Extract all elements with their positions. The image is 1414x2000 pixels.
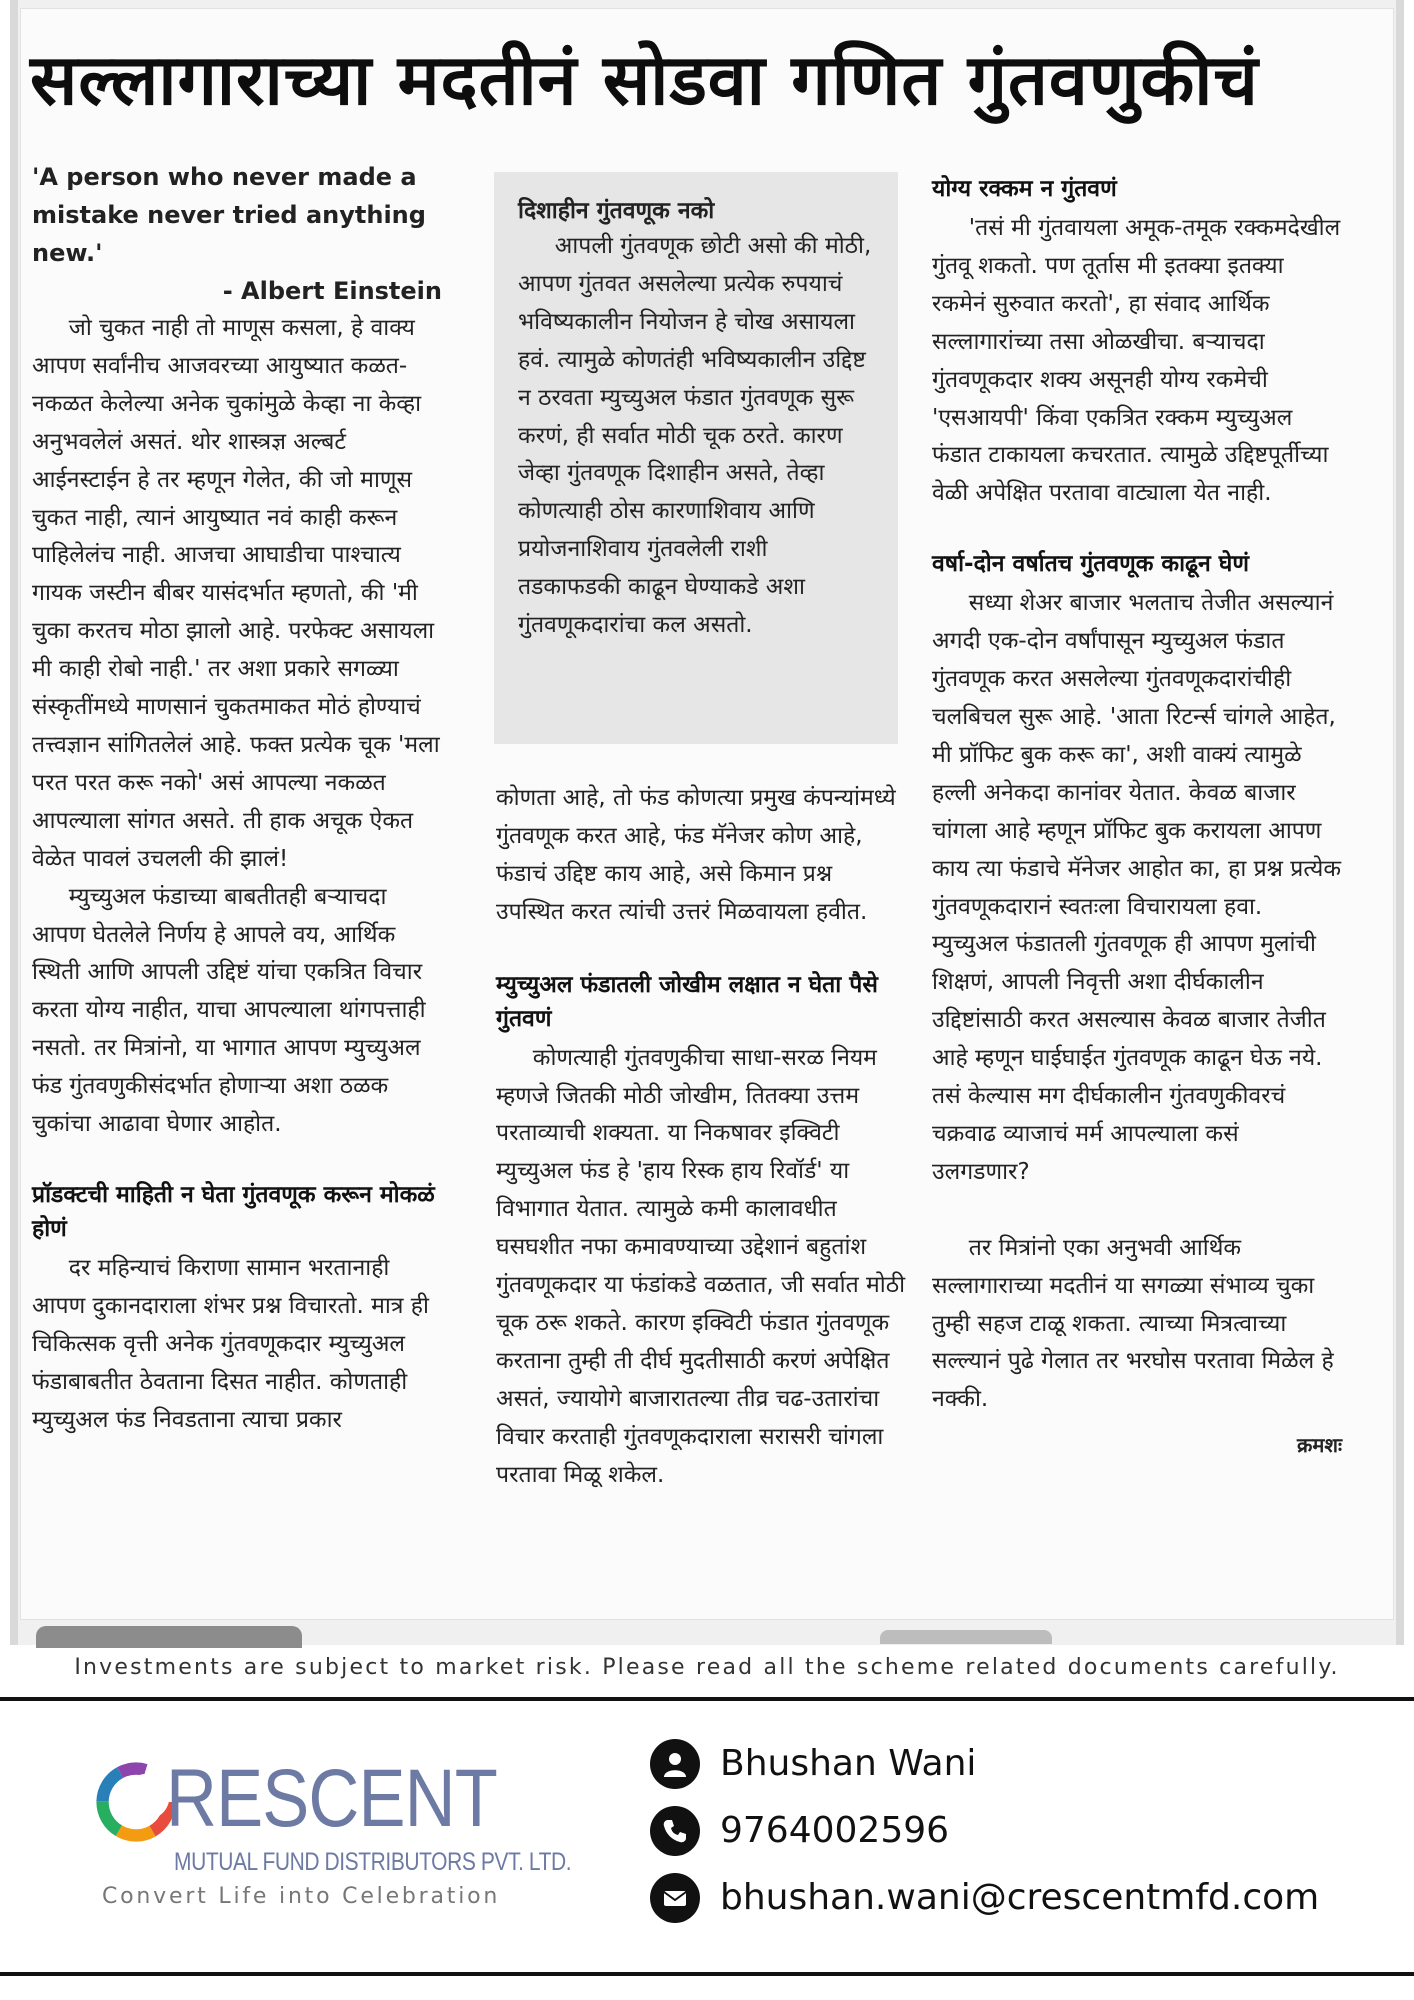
person-icon [650,1739,700,1789]
subheading-product-info: प्रॉडक्टची माहिती न घेता गुंतवणूक करून मोकळं होणं [32,1181,435,1242]
contact-phone-row [650,1797,1370,1864]
quote-line-2: mistake never tried anything new.' [32,201,426,267]
subheading-early-withdrawal: वर्षा-दोन वर्षातच गुंतवणूक काढून घेणं [932,551,1250,578]
divider-top [0,1697,1414,1701]
contact-name-row [650,1730,1370,1797]
contact-email-row [650,1864,1370,1931]
column-3 [932,172,1342,1465]
box-heading: दिशाहीन गुंतवणूक नको [518,198,715,224]
contact-block [650,1730,1370,1931]
subheading-risk: म्युच्युअल फंडातली जोखीम लक्षात न घेता पैसे गुंतवणं [496,971,878,1032]
conclusion-paragraph: तर मित्रांनो एका अनुभवी आर्थिक सल्लागाराच्या मदतीनं या सगळ्या संभाव्य चुका तुम्ही सहज टाळू शकता. त्याच्या मित्रत्वाच्या सल्ल्यानं पुढे गेलात तर भरघोस परतावा मिळेल हे नक्की. [932,1234,1334,1413]
contact-name: Bhushan Wani [720,1743,977,1784]
quote-author: - Albert Einstein [222,277,442,305]
column-2 [496,780,906,1495]
contact-email[interactable]: bhushan.wani@crescentmfd.com [720,1877,1320,1918]
headline: सल्लागाराच्या मदतीनं सोडवा गणित गुंतवणुकीचं [30,39,1259,121]
directionless-investment-box [494,172,898,744]
intro-paragraph: जो चुकत नाही तो माणूस कसला, हे वाक्य आपण सर्वांनीच आजवरच्या आयुष्यात कळत-नकळत केलेल्या अनेक चुकांमुळे केव्हा ना केव्हा अनुभवलेलं असतं. थोर शास्त्रज्ञ अल्बर्ट आईनस्टाईन हे तर म्हणून गेलेत, की जो माणूस चुकत नाही, त्यानं आयुष्यात नवं काही करून पाहिलेलंच नाही. आजचा आघाडीचा पाश्चात्य गायक जस्टीन बीबर यासंदर्भात म्हणतो, की 'मी चुका करतच मोठा झालो आहे. परफेक्ट असायला मी काही रोबो नाही.' तर अशा प्रकारे सगळ्या संस्कृतींमध्ये माणसानं चुकतमाकत मोठं होण्याचं तत्त्वज्ञान सांगितलेलं आहे. फक्त प्रत्येक चूक 'मला परत परत करू नको' असं आपल्या नकळत आपल्याला सांगत असते. ती हाक अचूक ऐकत वेळेत पावलं उचलली की झालं! [32,315,440,872]
contact-phone[interactable]: 9764002596 [720,1810,950,1851]
quote-line-1: 'A person who never made a [32,163,417,191]
column-1 [32,158,442,1439]
logo-tagline: Convert Life into Celebration [102,1884,501,1909]
phone-icon [650,1806,700,1856]
early-withdrawal-paragraph: सध्या शेअर बाजार भलताच तेजीत असल्यानं अगदी एक-दोन वर्षांपासून म्युच्युअल फंडात गुंतवणूक करत असलेल्या गुंतवणूकदारांचीही चलबिचल सुरू आहे. 'आता रिटर्न्स चांगले आहेत, मी प्रॉफिट बुक करू का', अशी वाक्यं त्यामुळे हल्ली अनेकदा कानांवर येतात. केवळ बाजार चांगला आहे म्हणून प्रॉफिट बुक करायला आपण काय त्या फंडाचे मॅनेजर आहोत का, हा प्रश्न प्रत्येक गुंतवणूकदारानं स्वतःला विचारायला हवा. म्युच्युअल फंडातली गुंतवणूक ही आपण मुलांची शिक्षणं, आपली निवृत्ती अशा दीर्घकालीन उद्दिष्टांसाठी करत असल्यास केवळ बाजार तेजीत आहे म्हणून घाईघाईत गुंतवणूक काढून घेऊ नये. तसं केल्यास मग दीर्घकालीन गुंतवणुकीवरचं चक्रवाढ व्याजाचं मर्म आपल्याला कसं उलगडणार? [932,590,1342,1185]
crescent-logo [92,1750,572,1920]
product-info-continued: कोणता आहे, तो फंड कोणत्या प्रमुख कंपन्यांमध्ये गुंतवणूक करत आहे, फंड मॅनेजर कोण आहे, फंडाचं उद्दिष्ट काय आहे, असे किमान प्रश्न उपस्थित करत त्यांची उत्तरं मिळवायला हवीत. [496,785,896,925]
logo-subtitle: MUTUAL FUND DISTRIBUTORS PVT. LTD. [174,1848,572,1876]
mail-icon [650,1873,700,1923]
disclaimer-text: Investments are subject to market risk. Please read all the scheme related documents carefully. [74,1655,1340,1680]
page-tab [36,1626,302,1648]
box-paragraph: आपली गुंतवणूक छोटी असो की मोठी, आपण गुंतवत असलेल्या प्रत्येक रुपयाचं भविष्यकालीन नियोजन हे चोख असायला हवं. त्यामुळे कोणतंही भविष्यकालीन उद्दिष्ट न ठरवता म्युच्युअल फंडात गुंतवणूक सुरू करणं, ही सर्वात मोठी चूक ठरते. कारण जेव्हा गुंतवणूक दिशाहीन असते, तेव्हा कोणत्याही ठोस कारणाशिवाय आणि प्रयोजनाशिवाय गुंतवलेली राशी तडकाफडकी काढून घेण्याकडे अशा गुंतवणूकदारांचा कल असतो. [518,233,872,639]
right-amount-paragraph: 'तसं मी गुंतवायला अमूक-तमूक रक्कमदेखील गुंतवू शकतो. पण तूर्तास मी इतक्या इतक्या रकमेनं सुरुवात करतो', हा संवाद आर्थिक सल्लागारांच्या तसा ओळखीचा. बऱ्याचदा गुंतवणूकदार शक्य असूनही योग्य रकमेची 'एसआयपी' किंवा एकत्रित रक्कम म्युच्युअल फंडात टाकायला कचरतात. त्यामुळे उद्दिष्टपूर्तीच्या वेळी अपेक्षित परतावा वाट्याला येत नाही. [932,215,1341,507]
product-info-paragraph: दर महिन्याचं किराणा सामान भरतानाही आपण दुकानदाराला शंभर प्रश्न विचारतो. मात्र ही चिकित्सक वृत्ती अनेक गुंतवणूकदार म्युच्युअल फंडाबाबतीत ठेवताना दिसत नाहीत. कोणताही म्युच्युअल फंड निवडताना त्याचा प्रकार [32,1254,429,1433]
divider-bottom [0,1972,1414,1976]
to-be-continued: क्रमशः [1297,1433,1342,1458]
subheading-right-amount: योग्य रक्कम न गुंतवणं [932,176,1117,202]
risk-paragraph: कोणत्याही गुंतवणुकीचा साधा-सरळ नियम म्हणजे जितकी मोठी जोखीम, तितक्या उत्तम परताव्याची शक्यता. या निकषावर इक्विटी म्युच्युअल फंड हे 'हाय रिस्क हाय रिवॉर्ड' या विभागात येतात. त्यामुळे कमी कालावधीत घसघशीत नफा कमावण्याच्या उद्देशानं बहुतांश गुंतवणूकदार या फंडांकडे वळतात, जी सर्वात मोठी चूक ठरू शकते. कारण इक्विटी फंडात गुंतवणूक करताना तुम्ही ती दीर्घ मुदतीसाठी करणं अपेक्षित असतं, ज्यायोगे बाजारातल्या तीव्र चढ-उतारांचा विचार करताही गुंतवणूकदाराला सरासरी चांगला परतावा मिळू शकेल. [496,1044,906,1488]
mutual-fund-paragraph: म्युच्युअल फंडाच्या बाबतीतही बऱ्याचदा आपण घेतलेले निर्णय हे आपले वय, आर्थिक स्थिती आणि आपली उद्दिष्टं यांचा एकत्रित विचार करता योग्य नाहीत, याचा आपल्याला थांगपत्ताही नसतो. तर मित्रांनो, या भागात आपण म्युच्युअल फंड गुंतवणुकीसंदर्भात होणाऱ्या अशा ठळक चुकांचा आढावा घेणार आहोत. [32,883,426,1138]
logo-wordmark: RESCENT [166,1753,497,1844]
page-tab-secondary [880,1630,1052,1644]
